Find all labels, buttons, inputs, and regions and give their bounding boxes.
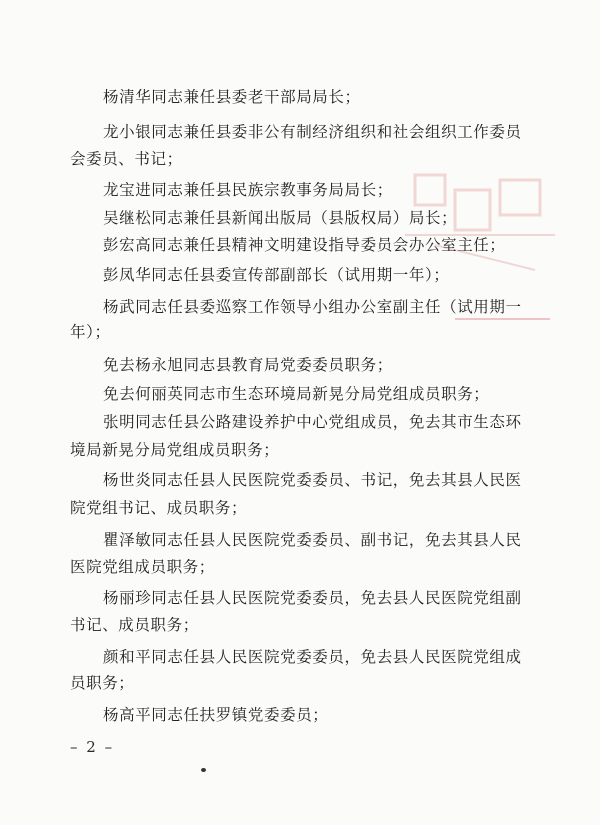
paragraph-line: 院党组书记、成员职务； (70, 499, 248, 517)
paragraph-line: 免去杨永旭同志县教育局党委委员职务； (103, 356, 393, 374)
paragraph-line: 书记、成员职务； (70, 616, 199, 634)
paragraph-line: 颜和平同志任县人民医院党委委员，免去县人民医院党组成 (103, 648, 522, 666)
faint-red-mark (455, 318, 550, 320)
paragraph-line: 龙宝进同志兼任县民族宗教事务局局长； (103, 181, 393, 199)
page-number: – 2 – (70, 738, 115, 756)
paragraph-line: 免去何丽英同志市生态环境局新晃分局党组成员职务； (103, 385, 490, 403)
paragraph-line: 境局新晃分局党组成员职务； (70, 441, 280, 459)
paragraph-line: 彭宏高同志兼任县精神文明建设指导委员会办公室主任； (103, 236, 506, 254)
paragraph-line: 瞿泽敏同志任县人民医院党委委员、副书记，免去其县人民 (103, 531, 522, 549)
paragraph-line: 员职务； (70, 674, 135, 692)
paragraph-line: 杨高平同志任扶罗镇党委委员； (103, 706, 329, 724)
paragraph-line: 会委员、书记； (70, 150, 183, 168)
paragraph-line: 杨清华同志兼任县委老干部局局长； (103, 88, 361, 106)
paragraph-line: 杨武同志任县委巡察工作领导小组办公室副主任（试用期一 (103, 298, 522, 316)
paragraph-line: 龙小银同志兼任县委非公有制经济组织和社会组织工作委员 (103, 123, 522, 141)
paragraph-line: 杨世炎同志任县人民医院党委委员、书记，免去其县人民医 (103, 471, 522, 489)
paragraph-line: 年）； (70, 323, 111, 341)
paragraph-line: 彭凤华同志任县委宣传部副部长（试用期一年）； (103, 266, 450, 284)
paragraph-line: 吴继松同志兼任县新闻出版局（县版权局）局长； (103, 209, 458, 227)
paragraph-line: 医院党组成员职务； (70, 558, 215, 576)
paragraph-line: 杨丽珍同志任县人民医院党委委员，免去县人民医院党组副 (103, 589, 522, 607)
paragraph-line: 张明同志任县公路建设养护中心党组成员，免去其市生态环 (103, 413, 522, 431)
ink-speck (201, 768, 206, 772)
